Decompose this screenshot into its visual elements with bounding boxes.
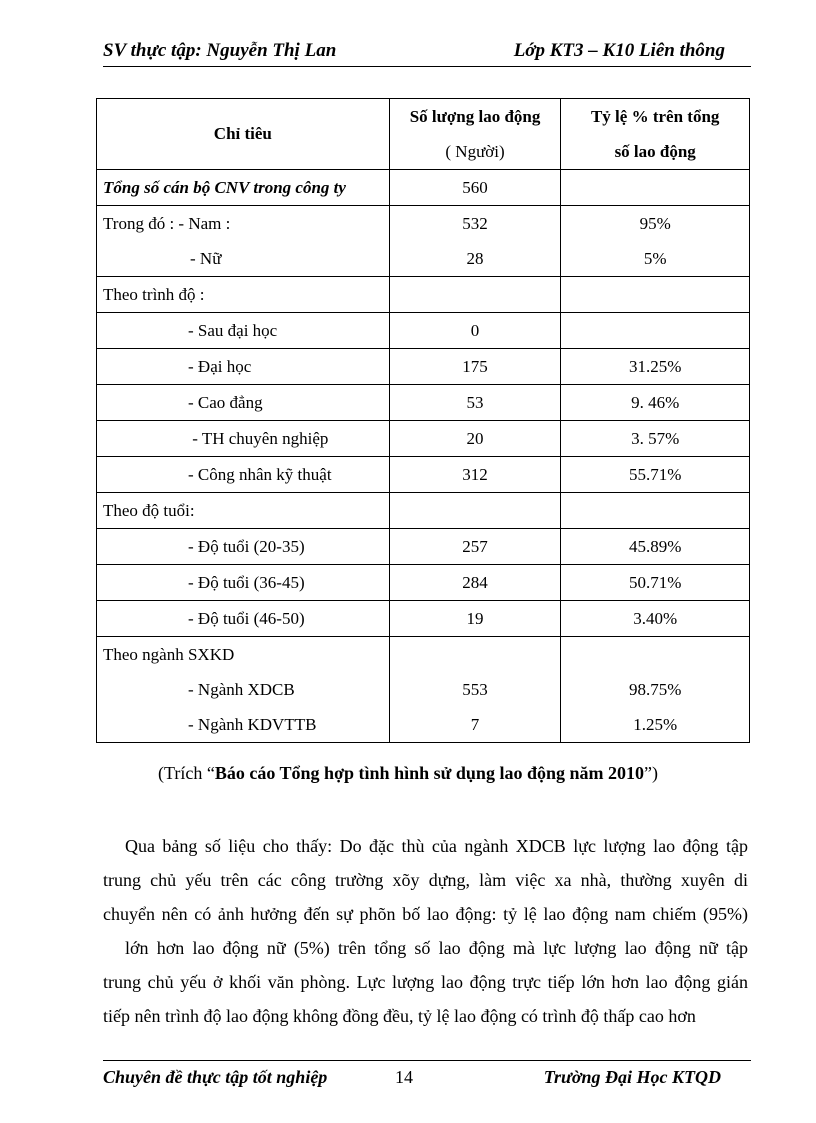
header-class: Lớp KT3 – K10 Liên thông xyxy=(513,40,725,61)
col-header-count: Số lượng lao động ( Người) xyxy=(389,99,561,170)
age-value-0: 257 xyxy=(462,537,488,556)
age-pct-0: 45.89% xyxy=(628,537,682,556)
caption-prefix: (Trích “ xyxy=(158,763,215,783)
page-footer xyxy=(103,1060,751,1087)
sector-label-1: - Ngành KDVTTB xyxy=(188,715,317,734)
caption-suffix: ”) xyxy=(643,763,658,783)
paragraph-line: lớn hơn lao động nữ (5%) trên tổng số lao động mà lực lượng lao động nữ tập xyxy=(125,938,748,958)
edu-value-3: 20 xyxy=(466,429,484,448)
edu-label-4: - Công nhân kỹ thuật xyxy=(188,465,332,484)
total-value: 560 xyxy=(462,178,488,197)
col-header-percent: Tỷ lệ % trên tổng số lao động xyxy=(561,99,750,170)
age-label: Theo độ tuổi: xyxy=(103,501,195,520)
edu-value-4: 312 xyxy=(462,465,488,484)
edu-label-2: - Cao đẳng xyxy=(188,393,263,412)
male-value: 532 xyxy=(462,214,488,233)
edu-value-1: 175 xyxy=(462,357,488,376)
table-row xyxy=(97,349,750,385)
age-pct-1: 50.71% xyxy=(628,573,682,592)
female-pct: 5% xyxy=(643,249,667,268)
age-label-1: - Độ tuổi (36-45) xyxy=(188,573,305,592)
footer-title: Chuyên đề thực tập tốt nghiệp xyxy=(103,1067,328,1087)
paragraph-line: trung chủ yếu trên các công trường xõy dựng, làm việc xa nhà, thường xuyên di xyxy=(103,870,748,890)
age-value-1: 284 xyxy=(462,573,488,592)
edu-pct-3: 3. 57% xyxy=(631,429,680,448)
sector-label: Theo ngành SXKD xyxy=(103,645,235,664)
table-row xyxy=(97,565,750,601)
female-label: - Nữ xyxy=(190,249,222,268)
table-header-row xyxy=(97,99,750,170)
edu-pct-4: 55.71% xyxy=(628,465,682,484)
edu-pct-2: 9. 46% xyxy=(631,393,680,412)
table-row xyxy=(97,313,750,349)
edu-label-1: - Đại học xyxy=(188,357,252,376)
age-pct-2: 3.40% xyxy=(633,609,678,628)
age-label-0: - Độ tuổi (20-35) xyxy=(188,537,305,556)
age-label-2: - Độ tuổi (46-50) xyxy=(188,609,305,628)
col-header-criteria: Chỉ tiêu xyxy=(97,99,390,170)
gender-label: Trong đó : - Nam : xyxy=(103,214,231,233)
male-pct: 95% xyxy=(639,214,671,233)
edu-label: Theo trình độ : xyxy=(103,285,205,304)
edu-value-0: 0 xyxy=(470,321,480,340)
table-row xyxy=(97,277,750,313)
labor-table xyxy=(96,98,750,743)
sector-value-1: 7 xyxy=(470,715,480,734)
table-row xyxy=(97,421,750,457)
sector-label-0: - Ngành XDCB xyxy=(188,680,295,699)
edu-label-3: - TH chuyên nghiệp xyxy=(188,429,329,448)
table-row xyxy=(97,457,750,493)
edu-value-2: 53 xyxy=(466,393,484,412)
edu-pct-1: 31.25% xyxy=(628,357,682,376)
table-row xyxy=(97,170,750,206)
sector-value-0: 553 xyxy=(462,680,488,699)
table-caption xyxy=(0,763,816,784)
paragraph-line: chuyển nên có ảnh hưởng đến sự phõn bố lao động: tỷ lệ lao động nam chiếm (95%) xyxy=(103,904,748,924)
sector-pct-0: 98.75% xyxy=(628,680,682,699)
edu-label-0: - Sau đại học xyxy=(188,321,278,340)
header-student: SV thực tập: Nguyễn Thị Lan xyxy=(103,40,337,61)
sector-pct-1: 1.25% xyxy=(633,715,678,734)
footer-school: Trường Đại Học KTQD xyxy=(543,1067,721,1087)
page-header xyxy=(103,38,751,67)
table-row xyxy=(97,601,750,637)
age-value-2: 19 xyxy=(466,609,484,628)
edu-pct-0 xyxy=(561,313,749,348)
total-label: Tổng số cán bộ CNV trong công ty xyxy=(103,178,346,197)
table-row xyxy=(97,637,750,743)
paragraph-line: trung chủ yếu ở khối văn phòng. Lực lượng lao động trực tiếp lớn hơn lao động gián xyxy=(103,972,748,992)
table-row xyxy=(97,385,750,421)
table-row xyxy=(97,493,750,529)
paragraph-line: Qua bảng số liệu cho thấy: Do đặc thù của ngành XDCB lực lượng lao động tập xyxy=(125,836,748,856)
table-row xyxy=(97,529,750,565)
caption-title: Báo cáo Tổng hợp tình hình sử dụng lao động năm 2010 xyxy=(214,763,644,783)
table-row xyxy=(97,206,750,277)
paragraph-line: tiếp nên trình độ lao động không đồng đều, tỷ lệ lao động có trình độ thấp cao hơn xyxy=(103,1006,696,1026)
page-number: 14 xyxy=(395,1067,413,1087)
female-value: 28 xyxy=(466,249,484,268)
body-paragraph xyxy=(103,829,748,1033)
